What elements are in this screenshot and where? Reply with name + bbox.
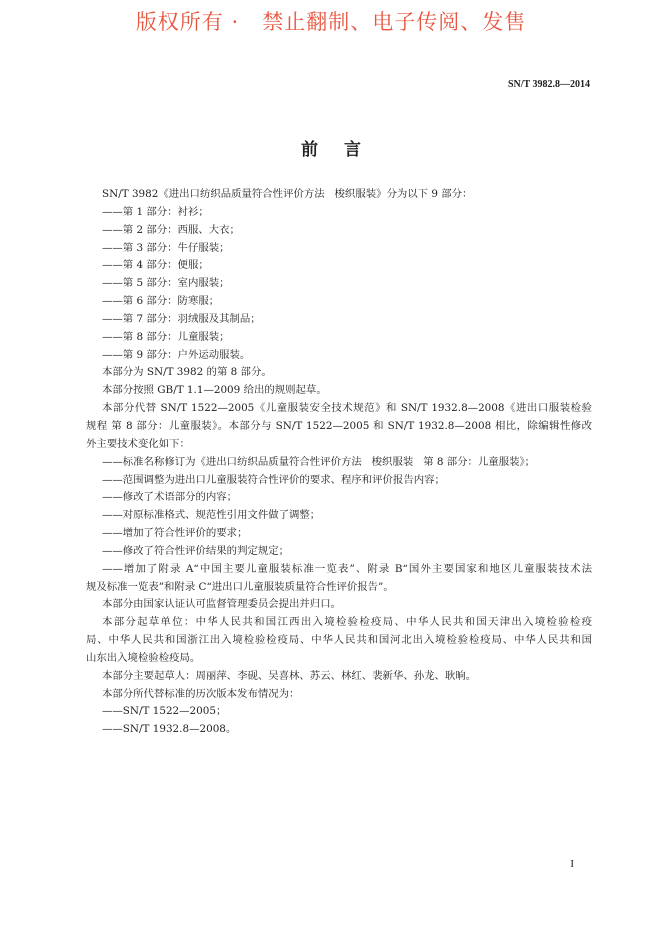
document-code: SN/T 3982.8—2014 [507,79,590,90]
text-line: ——修改了符合性评价结果的判定规定； [102,544,290,557]
text-line: ——第 9 部分：户外运动服装。 [102,348,251,361]
text-line: 外主要技术变化如下： [86,437,190,450]
text-line: ——第 8 部分：儿童服装； [102,330,230,343]
text-line: ——SN/T 1522—2005； [102,705,227,718]
text-line: ——标准名称修订为《进出口纺织品质量符合性评价方法 梭织服装 第 8 部分：儿童服装》； [102,455,536,468]
text-line: 局、中华人民共和国浙江出入境检验检疫局、中华人民共和国河北出入境检验检疫局、中华人民共和国 [86,634,592,647]
text-line: 本部分由国家认证认可监督管理委员会提出并归口。 [102,598,341,611]
text-line: ——第 7 部分：羽绒服及其制品； [102,312,261,325]
text-line: ——第 4 部分：便服； [102,259,209,272]
text-line: ——修改了术语部分的内容； [102,491,238,504]
foreword-body [86,186,592,739]
text-line: ——对原标准格式、规范性引用文件做了调整； [102,509,321,522]
text-line: 规程 第 8 部分：儿童服装》。本部分与 SN/T 1522—2005 和 SN/T 1932.8—2008 相比，除编辑性修改 [86,419,592,432]
text-line: 山东出入境检验检疫局。 [86,651,201,664]
text-line: 本部分代替 SN/T 1522—2005《儿童服装安全技术规范》和 SN/T 1932.8—2008《进出口服装检验 [102,402,592,415]
text-line: ——第 6 部分：防寒服； [102,295,220,308]
text-line: ——第 5 部分：室内服装； [102,277,230,290]
text-line: ——第 1 部分：衬衫； [102,205,209,218]
copyright-watermark: 版权所有 · 禁止翻制、电子传阅、发售 [135,10,527,34]
text-line: SN/T 3982《进出口纺织品质量符合性评价方法 梭织服装》分为以下 9 部分： [102,188,473,200]
text-line: 本部分起草单位：中华人民共和国江西出入境检验检疫局、中华人民共和国天津出入境检验检疫 [102,616,592,629]
text-line: 本部分按照 GB/T 1.1—2009 给出的规则起草。 [102,384,327,397]
page-title: 前言 [301,140,387,160]
text-line: ——增加了附录 A“中国主要儿童服装标准一览表”、附录 B“国外主要国家和地区儿童服装技术法 [102,562,592,575]
text-line: ——SN/T 1932.8—2008。 [102,723,237,736]
text-line: 本部分主要起草人：周丽萍、李砚、吴喜林、苏云、林红、裴新华、孙龙、耿晌。 [102,669,477,682]
text-line: ——范围调整为进出口儿童服装符合性评价的要求、程序和评价报告内容； [102,473,445,486]
text-line: 本部分所代替标准的历次版本发布情况为： [102,687,300,700]
text-line: 本部分为 SN/T 3982 的第 8 部分。 [102,366,272,379]
text-line: ——第 2 部分：西服、大衣； [102,223,240,236]
text-line: ——增加了符合性评价的要求； [102,527,248,540]
text-line: 规及标准一览表”和附录 C“进出口儿童服装质量符合性评价报告”。 [86,580,394,593]
text-line: ——第 3 部分：牛仔服装； [102,241,230,254]
page-number: I [570,858,574,870]
